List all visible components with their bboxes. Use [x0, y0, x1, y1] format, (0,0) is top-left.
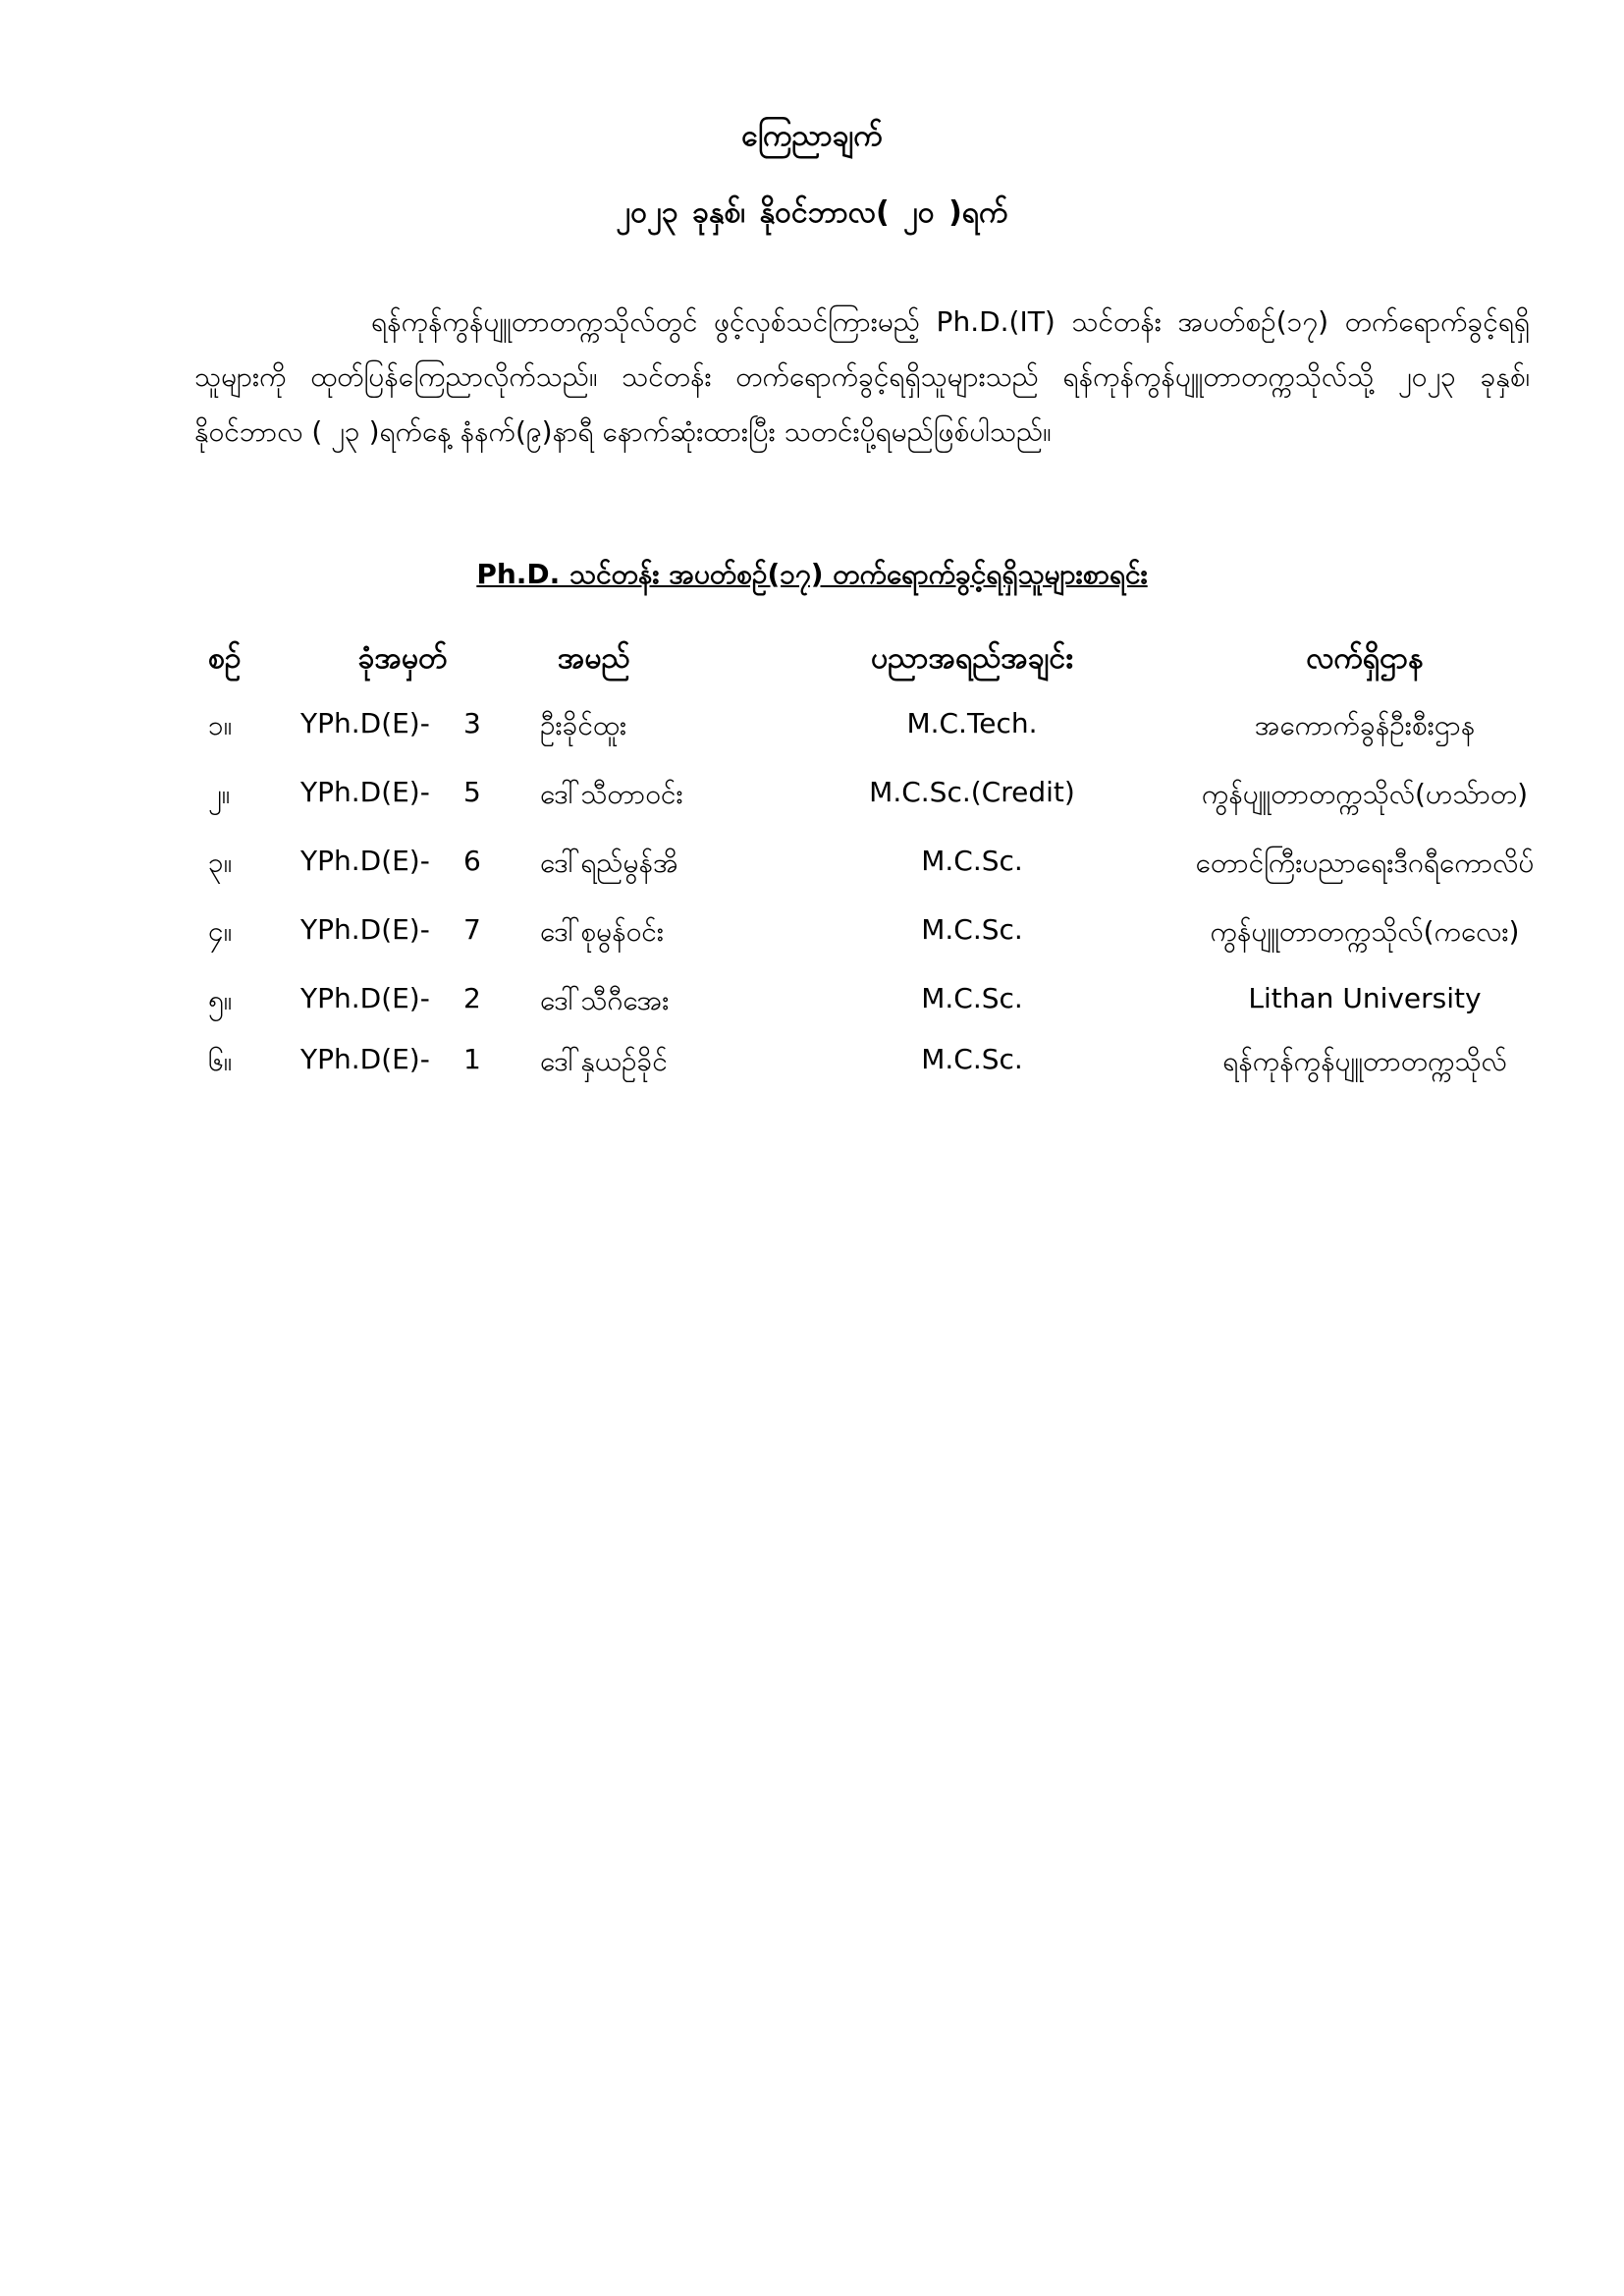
table-row: [196, 913, 1591, 982]
row-roll-number: 6: [463, 845, 481, 877]
row-workplace: ကွန်ပျူတာတက္ကသိုလ်(ဟသ်ာတ): [1201, 778, 1529, 810]
row-no: ၆။: [208, 1045, 233, 1077]
header-degree: ပညာအရည်အချင်း: [871, 641, 1073, 676]
row-roll-number: 5: [463, 776, 481, 808]
row-name: ဒေါ်သီဂီအေး: [540, 984, 670, 1016]
table-row: [196, 707, 1591, 776]
table-row: [196, 982, 1591, 1043]
header-workplace: လက်ရှိဌာန: [1306, 641, 1424, 676]
header-name: အမည်: [558, 641, 630, 676]
table-row: [196, 845, 1591, 913]
row-workplace: အကောက်ခွန်ဦးစီးဌာန: [1254, 709, 1476, 741]
announcement-paragraph: [194, 295, 1530, 460]
row-name: ဒေါ်သီတာဝင်း: [540, 778, 683, 810]
row-no: ၃။: [208, 847, 233, 879]
list-heading: Ph.D. သင်တန်း အပတ်စဉ်(၁၇) တက်ရောက်ခွင့်ရရှိသူများစာရင်း: [476, 558, 1148, 590]
row-roll-prefix: YPh.D(E)-: [300, 776, 430, 808]
row-name: ဦးခိုင်ထူး: [540, 709, 627, 741]
table-row: [196, 1043, 1591, 1112]
row-workplace: ကွန်ပျူတာတက္ကသိုလ်(ကလေး): [1210, 915, 1520, 948]
row-name: ဒေါ်ရည်မွန်အိ: [540, 847, 678, 879]
row-roll-prefix: YPh.D(E)-: [300, 707, 430, 739]
row-roll-prefix: YPh.D(E)-: [300, 982, 430, 1014]
row-workplace: တောင်ကြီးပညာရေးဒီဂရီကောလိပ်: [1195, 847, 1535, 879]
paragraph-text: ရန်ကုန်ကွန်ပျူတာတက္ကသိုလ်တွင် ဖွင့်လှစ်သင်ကြားမည့် Ph.D.(IT) သင်တန်း အပတ်စဉ်(၁၇) တက်ရောက်ခွင့်ရရှိသူများကို ထုတ်ပြန်ကြေညာလိုက်သည်။ သင်တန်း တက်ရောက်ခွင့်ရရှိသူများသည် ရန်ကုန်ကွန်ပျူတာတက္ကသိုလ်သို့ ၂၀၂၃ ခုနှစ်၊ နိုဝင်ဘာလ ( ၂၃ )ရက်နေ့ နံနက်(၉)နာရီ နောက်ဆုံးထားပြီး သတင်းပို့ရမည်ဖြစ်ပါသည်။: [194, 305, 1530, 448]
header-roll: ခုံအမှတ်: [357, 641, 448, 676]
header-no: စဉ်: [208, 641, 242, 676]
row-workplace: Lithan University: [1248, 982, 1482, 1014]
row-roll-prefix: YPh.D(E)-: [300, 913, 430, 946]
row-roll-prefix: YPh.D(E)-: [300, 1043, 430, 1075]
row-degree: M.C.Sc.: [921, 982, 1023, 1014]
row-roll-number: 2: [463, 982, 481, 1014]
row-degree: M.C.Tech.: [906, 707, 1038, 739]
row-degree: M.C.Sc.: [921, 913, 1023, 946]
admission-table: [196, 638, 1591, 1112]
row-no: ၂။: [208, 778, 231, 810]
row-no: ၅။: [208, 984, 233, 1016]
row-no: ၄။: [208, 915, 233, 948]
row-name: ဒေါ်စုမွန်ဝင်း: [540, 915, 664, 948]
row-workplace: ရန်ကုန်ကွန်ပျူတာတက္ကသိုလ်: [1222, 1045, 1507, 1077]
table-header-row: [196, 638, 1591, 707]
row-degree: M.C.Sc.(Credit): [869, 776, 1075, 808]
row-roll-number: 7: [463, 913, 481, 946]
table-row: [196, 776, 1591, 845]
row-name: ဒေါ်နှယဉ်ခိုင်: [540, 1045, 668, 1077]
row-degree: M.C.Sc.: [921, 1043, 1023, 1075]
row-roll-number: 3: [463, 707, 481, 739]
announcement-date: ၂၀၂၃ ခုနှစ်၊ နိုဝင်ဘာလ( ၂၀ )ရက်: [616, 195, 1008, 230]
row-no: ၁။: [208, 709, 233, 741]
row-roll-prefix: YPh.D(E)-: [300, 845, 430, 877]
row-degree: M.C.Sc.: [921, 845, 1023, 877]
row-roll-number: 1: [463, 1043, 481, 1075]
document-title: ကြေညာချက်: [741, 119, 883, 153]
